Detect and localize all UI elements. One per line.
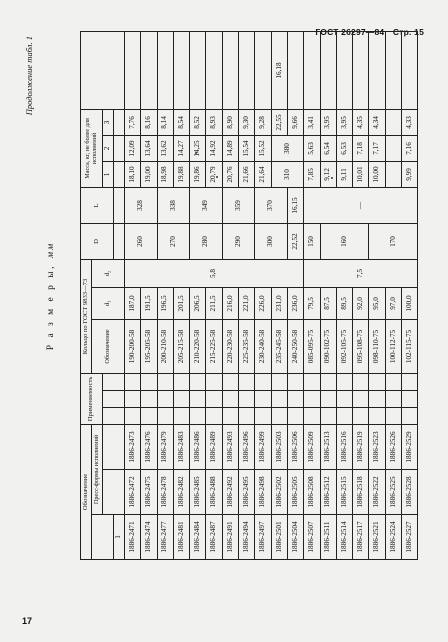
cell-mass-3: 9,30 <box>239 109 255 135</box>
cell-exec3: 1886-2486 <box>190 424 206 469</box>
cell-D: 310 <box>271 161 304 187</box>
cell-ring: 225-235-58 <box>239 319 255 373</box>
cell-ring: 210-220-58 <box>190 319 206 373</box>
header-pressform: Пресс-формы исполнений <box>92 424 103 514</box>
cell-exec3: 1886-2516 <box>336 424 352 469</box>
cell-appl-1 <box>402 407 418 424</box>
cell-empty <box>369 31 385 109</box>
cell-d1: 97,0 <box>385 287 401 319</box>
cell-empty <box>320 31 336 109</box>
cell-empty <box>255 31 271 109</box>
cell-designation: 1886-2521 <box>369 515 385 560</box>
cell-d1: 216,0 <box>222 287 238 319</box>
cell-d1: 187,0 <box>125 287 141 319</box>
cell-exec3: 1886-2523 <box>369 424 385 469</box>
table-row <box>287 31 303 559</box>
cell-mass-3 <box>385 109 401 135</box>
cell-designation: 1886-2524 <box>385 515 401 560</box>
cell-appl-1 <box>255 407 271 424</box>
cell-appl-2 <box>402 390 418 407</box>
cell-appl-3 <box>206 373 222 390</box>
mass-spacer-2 <box>114 135 125 161</box>
cell-D: 280 <box>190 223 223 259</box>
cell-ring: 090-102-75 <box>320 319 336 373</box>
cell-exec2: 1886-2522 <box>369 470 385 515</box>
cell-designation: 1886-2511 <box>320 515 336 560</box>
cell-D: 260 <box>125 223 158 259</box>
cell-ring: 098-110-75 <box>369 319 385 373</box>
cell-mass-2: 13,62 <box>157 135 173 161</box>
designation-num-1: 1 <box>114 515 125 560</box>
cell-empty <box>239 31 255 109</box>
header-d2: d₂ <box>92 259 125 287</box>
cell-mass-3: 8,52 <box>190 109 206 135</box>
D-spacer <box>114 223 125 259</box>
cell-appl-3 <box>369 373 385 390</box>
cell-appl-2 <box>157 390 173 407</box>
cell-exec2: 1886-2472 <box>125 470 141 515</box>
cell-d1: 226,0 <box>255 287 271 319</box>
cell-mass-2 <box>385 135 401 161</box>
cell-empty <box>287 31 303 109</box>
cell-exec2: 1886-2518 <box>353 470 369 515</box>
cell-empty <box>125 31 141 109</box>
cell-d1: 191,5 <box>141 287 157 319</box>
cell-L: 370 <box>255 187 288 223</box>
table-row <box>190 31 206 559</box>
cell-d2: 7,5 <box>304 259 418 287</box>
cell-mass-3: 3,41 <box>304 109 320 135</box>
cell-mass-1: 10,01 <box>353 161 369 187</box>
cell-exec2: 1886-2495 <box>239 470 255 515</box>
cell-mass-3: 3,95 <box>320 109 336 135</box>
cell-designation: 1886-2504 <box>287 515 303 560</box>
cell-ring: 235-245-58 <box>271 319 287 373</box>
cell-D: 270 <box>157 223 190 259</box>
cell-mass-2: 14,25 <box>190 135 206 161</box>
cell-mass-3: 8,93 <box>206 109 222 135</box>
cell-appl-2 <box>206 390 222 407</box>
cell-appl-3 <box>353 373 369 390</box>
cell-mass-1: 20,76 <box>222 161 238 187</box>
cell-L: 380 <box>271 135 304 161</box>
table-row <box>173 31 189 559</box>
cell-ring: 230-240-58 <box>255 319 271 373</box>
cell-d1: 89,5 <box>336 287 352 319</box>
cell-mass-2: 16,15 <box>287 187 303 223</box>
cell-exec2: 1886-2482 <box>173 470 189 515</box>
cell-exec3: 1886-2499 <box>255 424 271 469</box>
cell-designation: 1886-2514 <box>336 515 352 560</box>
cell-appl-3 <box>304 373 320 390</box>
cell-appl-2 <box>369 390 385 407</box>
header-D: D <box>81 223 114 259</box>
cell-appl-3 <box>255 373 271 390</box>
cell-appl-1 <box>173 407 189 424</box>
cell-appl-2 <box>320 390 336 407</box>
header-col2-spacer <box>103 470 125 515</box>
cell-appl-3 <box>239 373 255 390</box>
cell-appl-3 <box>336 373 352 390</box>
cell-appl-1 <box>287 407 303 424</box>
cell-mass-1: 9,12 <box>320 161 336 187</box>
header-designation: Обозначение <box>81 424 92 559</box>
cell-designation: 1886-2471 <box>125 515 141 560</box>
cell-mass-1: 19,88 <box>173 161 189 187</box>
cell-appl-3 <box>287 373 303 390</box>
cell-exec2: 1886-2528 <box>402 470 418 515</box>
cell-d1: 236,0 <box>287 287 303 319</box>
cell-mass-2: 13,64 <box>141 135 157 161</box>
header-appl-spacer3 <box>103 373 125 390</box>
cell-mass-1: 18,98 <box>157 161 173 187</box>
rotated-table-block <box>24 32 420 560</box>
cell-designation: 1886-2507 <box>304 515 320 560</box>
header-ring-designation: Обозначение <box>92 319 125 373</box>
table-row <box>271 31 287 559</box>
L-spacer <box>114 187 125 223</box>
cell-d1: 100,0 <box>402 287 418 319</box>
cell-appl-2 <box>255 390 271 407</box>
cell-exec3: 1886-2519 <box>353 424 369 469</box>
cell-exec3: 1886-2503 <box>271 424 287 469</box>
cell-mass-3: 8,16 <box>141 109 157 135</box>
table-row <box>353 31 369 559</box>
cell-exec3: 1886-2496 <box>239 424 255 469</box>
cell-mass-1: 19,00 <box>141 161 157 187</box>
cell-empty <box>353 31 369 109</box>
cell-ring: 092-105-75 <box>336 319 352 373</box>
cell-ring: 195-205-58 <box>141 319 157 373</box>
header-d1: d₁ <box>92 287 125 319</box>
cell-appl-2 <box>239 390 255 407</box>
cell-mass-3: 9,66 <box>287 109 303 135</box>
table-title <box>46 32 56 560</box>
cell-mass-1: 9,99 <box>402 161 418 187</box>
cell-appl-1 <box>336 407 352 424</box>
cell-exec2: 1886-2492 <box>222 470 238 515</box>
cell-D: 170 <box>369 223 418 259</box>
header-col1-spacer <box>92 515 114 560</box>
cell-mass-3: 7,76 <box>125 109 141 135</box>
cell-mass-2: 14,92 <box>206 135 222 161</box>
dimensions-table <box>80 31 418 560</box>
header-spacer <box>81 31 125 109</box>
header-col3-spacer <box>103 424 125 469</box>
cell-appl-2 <box>141 390 157 407</box>
table-row <box>206 31 222 559</box>
cell-designation: 1886-2497 <box>255 515 271 560</box>
cell-appl-1 <box>239 407 255 424</box>
cell-exec3: 1886-2483 <box>173 424 189 469</box>
cell-exec3: 1886-2479 <box>157 424 173 469</box>
cell-mass-1: 22,55 <box>271 109 287 135</box>
table-row <box>157 31 173 559</box>
cell-empty <box>141 31 157 109</box>
cell-exec2: 1886-2478 <box>157 470 173 515</box>
cell-empty <box>173 31 189 109</box>
cell-empty <box>206 31 222 109</box>
cell-exec2: 1886-2488 <box>206 470 222 515</box>
cell-L: — <box>304 187 418 223</box>
cell-L: 349 <box>190 187 223 223</box>
cell-exec2: 1886-2505 <box>287 470 303 515</box>
cell-ring: 190-200-58 <box>125 319 141 373</box>
cell-mass-1: 19,86 <box>190 161 206 187</box>
cell-appl-1 <box>190 407 206 424</box>
cell-mass-1 <box>385 161 401 187</box>
cell-exec3: 1886-2476 <box>141 424 157 469</box>
cell-d2: 5,8 <box>125 259 304 287</box>
cell-appl-1 <box>353 407 369 424</box>
cell-L: 359 <box>222 187 255 223</box>
cell-mass-2: 16,18 <box>271 31 287 109</box>
cell-mass-2: 6,54 <box>320 135 336 161</box>
cell-mass-1: 21,66 <box>239 161 255 187</box>
cell-appl-2 <box>222 390 238 407</box>
cell-d1: 221,0 <box>239 287 255 319</box>
cell-designation: 1886-2527 <box>402 515 418 560</box>
cell-exec2: 1886-2498 <box>255 470 271 515</box>
cell-empty <box>304 31 320 109</box>
cell-appl-3 <box>271 373 287 390</box>
cell-D: 300 <box>255 223 288 259</box>
table-row <box>336 31 352 559</box>
table-row <box>255 31 271 559</box>
cell-appl-2 <box>304 390 320 407</box>
cell-exec2: 1886-2485 <box>190 470 206 515</box>
cell-L: 338 <box>157 187 190 223</box>
cell-empty <box>157 31 173 109</box>
cell-appl-2 <box>353 390 369 407</box>
cell-empty <box>402 31 418 109</box>
cell-ring: 220-230-58 <box>222 319 238 373</box>
cell-D: 150 <box>304 223 320 259</box>
cell-exec3: 1886-2526 <box>385 424 401 469</box>
cell-appl-1 <box>304 407 320 424</box>
cell-D: 160 <box>320 223 369 259</box>
cell-d1: 211,5 <box>206 287 222 319</box>
cell-L: 328 <box>125 187 158 223</box>
cell-appl-2 <box>271 390 287 407</box>
table-row <box>239 31 255 559</box>
cell-D: 290 <box>222 223 255 259</box>
cell-appl-1 <box>385 407 401 424</box>
cell-d1: 196,5 <box>157 287 173 319</box>
cell-mass-2: 7,17 <box>369 135 385 161</box>
cell-appl-3 <box>141 373 157 390</box>
table-title-text: Р а з м е р ы, <box>46 263 56 351</box>
cell-appl-1 <box>125 407 141 424</box>
standard-number: ГОСТ 26297—84 <box>315 27 385 37</box>
cell-d1: 95,0 <box>369 287 385 319</box>
cell-exec2: 1886-2515 <box>336 470 352 515</box>
cell-ring: 100-112-75 <box>385 319 401 373</box>
cell-appl-3 <box>385 373 401 390</box>
table-row <box>402 31 418 559</box>
cell-mass-2: 5,63 <box>304 135 320 161</box>
cell-exec3: 1886-2489 <box>206 424 222 469</box>
cell-ring: 215-225-58 <box>206 319 222 373</box>
cell-mass-2: 14,89 <box>222 135 238 161</box>
cell-mass-1: 7,85 <box>304 161 320 187</box>
header-applicability: Применяемость <box>81 373 103 424</box>
cell-mass-3: 8,90 <box>222 109 238 135</box>
cell-appl-2 <box>385 390 401 407</box>
cell-empty <box>385 31 401 109</box>
table-row <box>385 31 401 559</box>
cell-empty <box>190 31 206 109</box>
cell-appl-3 <box>402 373 418 390</box>
cell-empty <box>336 31 352 109</box>
cell-exec2: 1886-2502 <box>271 470 287 515</box>
cell-exec2: 1886-2508 <box>304 470 320 515</box>
mass-spacer-1 <box>114 161 125 187</box>
cell-ring: 240-250-58 <box>287 319 303 373</box>
cell-exec2: 1886-2475 <box>141 470 157 515</box>
header-ring: Кольцо по ГОСТ 9833—73 <box>81 259 92 373</box>
cell-appl-1 <box>369 407 385 424</box>
cell-empty <box>222 31 238 109</box>
cell-appl-1 <box>157 407 173 424</box>
cell-designation: 1886-2491 <box>222 515 238 560</box>
cell-d1: 92,0 <box>353 287 369 319</box>
cell-mass-2: 15,54 <box>239 135 255 161</box>
cell-mass-3: 8,54 <box>173 109 189 135</box>
cell-appl-3 <box>125 373 141 390</box>
table-row <box>320 31 336 559</box>
cell-mass-2: 15,52 <box>255 135 271 161</box>
cell-d1: 206,5 <box>190 287 206 319</box>
cell-designation: 1886-2494 <box>239 515 255 560</box>
cell-designation: 1886-2484 <box>190 515 206 560</box>
cell-mass-1: 18,10 <box>125 161 141 187</box>
table-row <box>222 31 238 559</box>
cell-mass-2: 7,18 <box>353 135 369 161</box>
page-label: Стр. 15 <box>392 27 424 37</box>
cell-mass-3: 4,34 <box>369 109 385 135</box>
cell-exec3: 1886-2493 <box>222 424 238 469</box>
cell-mass-2: 6,53 <box>336 135 352 161</box>
cell-designation: 1886-2474 <box>141 515 157 560</box>
cell-designation: 1886-2487 <box>206 515 222 560</box>
cell-appl-1 <box>206 407 222 424</box>
cell-appl-3 <box>222 373 238 390</box>
cell-d1: 79,5 <box>304 287 320 319</box>
header-L: L <box>81 187 114 223</box>
table-row <box>141 31 157 559</box>
cell-mass-3: 3,95 <box>336 109 352 135</box>
cell-d1: 231,0 <box>271 287 287 319</box>
cell-mass-3: 4,35 <box>353 109 369 135</box>
cell-mass-1: 9,11 <box>336 161 352 187</box>
cell-exec2: 1886-2525 <box>385 470 401 515</box>
mass-spacer-3 <box>114 109 125 135</box>
cell-mass-2: 12,09 <box>125 135 141 161</box>
cell-exec3: 1886-2509 <box>304 424 320 469</box>
cell-designation: 1886-2477 <box>157 515 173 560</box>
cell-mass-1: 22,52 <box>287 223 303 259</box>
table-row <box>125 31 141 559</box>
mass-num-1: 1 <box>103 161 114 187</box>
cell-exec3: 1886-2513 <box>320 424 336 469</box>
cell-appl-3 <box>190 373 206 390</box>
table-row <box>304 31 320 559</box>
cell-mass-1: 20,79 <box>206 161 222 187</box>
cell-mass-2: 14,27 <box>173 135 189 161</box>
cell-mass-3: 8,14 <box>157 109 173 135</box>
page-number: 17 <box>22 616 33 626</box>
cell-appl-2 <box>190 390 206 407</box>
cell-exec3: 1886-2473 <box>125 424 141 469</box>
continuation-label: Продолжение табл. 1 <box>24 36 34 116</box>
cell-mass-3: 9,28 <box>255 109 271 135</box>
cell-appl-2 <box>125 390 141 407</box>
table-row <box>369 31 385 559</box>
cell-mass-2: 7,16 <box>402 135 418 161</box>
cell-ring: 205-215-58 <box>173 319 189 373</box>
cell-exec3: 1886-2506 <box>287 424 303 469</box>
header-appl-spacer1 <box>103 407 125 424</box>
mass-num-2: 2 <box>103 135 114 161</box>
table-units: мм <box>46 241 56 258</box>
cell-ring: 095-108-75 <box>353 319 369 373</box>
cell-mass-3: 4,33 <box>402 109 418 135</box>
cell-exec2: 1886-2512 <box>320 470 336 515</box>
cell-designation: 1886-2501 <box>271 515 287 560</box>
cell-appl-3 <box>157 373 173 390</box>
cell-appl-2 <box>287 390 303 407</box>
cell-ring: 200-210-58 <box>157 319 173 373</box>
header-appl-spacer2 <box>103 390 125 407</box>
cell-mass-1: 21,64 <box>255 161 271 187</box>
header-mass: Масса, кг, не более для исполнений <box>81 109 103 187</box>
cell-exec3: 1886-2529 <box>402 424 418 469</box>
cell-mass-1: 10,00 <box>369 161 385 187</box>
cell-appl-3 <box>320 373 336 390</box>
cell-appl-2 <box>173 390 189 407</box>
cell-appl-2 <box>336 390 352 407</box>
cell-appl-3 <box>173 373 189 390</box>
cell-appl-1 <box>141 407 157 424</box>
cell-ring: 102-115-75 <box>402 319 418 373</box>
cell-appl-1 <box>320 407 336 424</box>
cell-d1: 87,5 <box>320 287 336 319</box>
cell-designation: 1886-2517 <box>353 515 369 560</box>
cell-ring: 085-095-75 <box>304 319 320 373</box>
cell-appl-1 <box>222 407 238 424</box>
mass-num-3: 3 <box>103 109 114 135</box>
cell-designation: 1886-2481 <box>173 515 189 560</box>
cell-appl-1 <box>271 407 287 424</box>
cell-d1: 201,5 <box>173 287 189 319</box>
